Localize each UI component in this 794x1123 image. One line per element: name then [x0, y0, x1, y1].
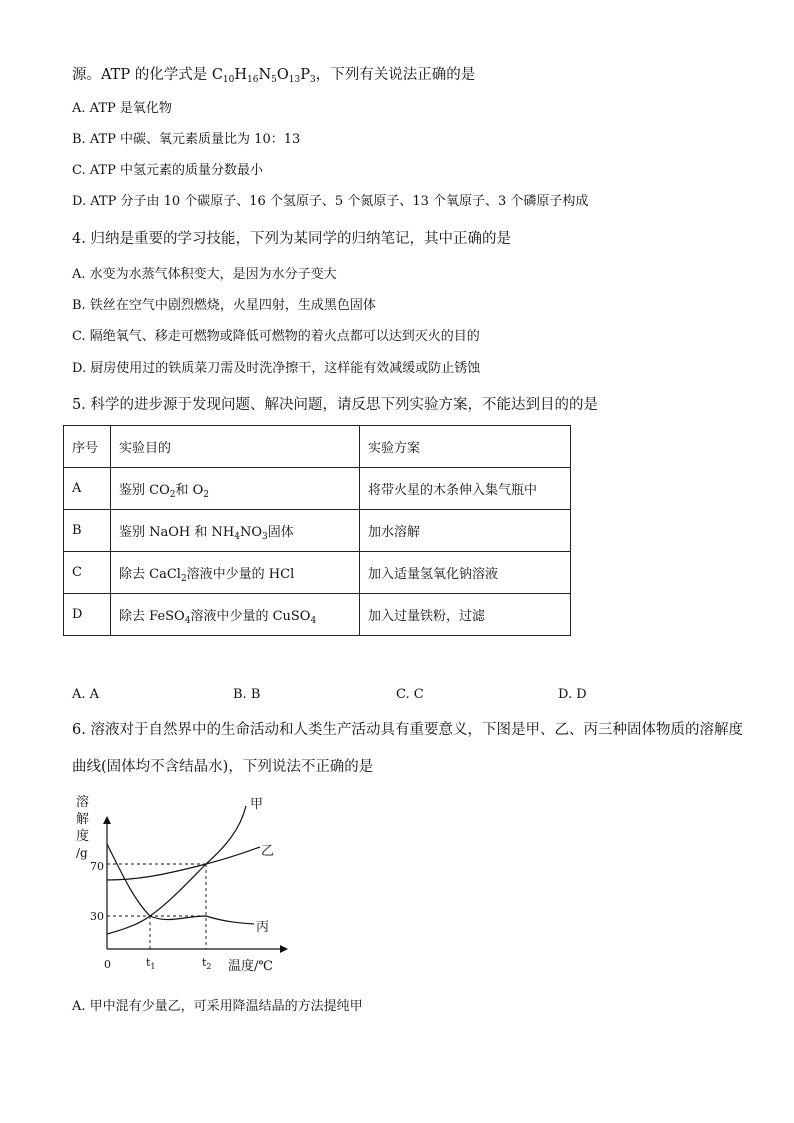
purpose-text: 鉴别 NaOH 和 NH [119, 525, 235, 540]
origin-label: 0 [104, 958, 111, 971]
row-purpose [111, 510, 360, 552]
x-tick-base: t [202, 956, 207, 969]
purpose-sub: 4 [310, 616, 317, 626]
x-tick-label-t1 [146, 956, 156, 971]
purpose-sub: 2 [169, 490, 176, 500]
header-purpose: 实验目的 [111, 426, 360, 468]
purpose-text: 固体 [267, 525, 294, 540]
table-row [64, 468, 571, 510]
purpose-sub: 4 [184, 616, 191, 626]
q3-stem-pre: 源。ATP 的化学式是 C [72, 67, 223, 83]
table-row [64, 510, 571, 552]
q4-stem: 4. 归纳是重要的学习技能，下列为某同学的归纳笔记，其中正确的是 [72, 231, 511, 247]
table-row [64, 552, 571, 594]
q3-option-a: A. ATP 是氧化物 [72, 101, 172, 116]
purpose-text: 鉴别 CO [119, 483, 170, 498]
y-tick-label-70: 70 [90, 860, 104, 873]
purpose-sub: 4 [234, 532, 240, 542]
q3-formula-N: N [258, 67, 272, 83]
row-plan: 加入过量铁粉，过滤 [360, 594, 571, 636]
purpose-sub: 2 [203, 490, 210, 500]
purpose-text: 溶液中少量的 CuSO [190, 609, 311, 624]
x-tick-base: t [146, 956, 151, 969]
x-axis-label: 温度/℃ [228, 959, 273, 974]
q3-formula-10: 10 [222, 75, 235, 85]
series-label-bing: 丙 [256, 920, 270, 935]
x-tick-sub: 1 [150, 962, 156, 971]
header-plan: 实验方案 [360, 426, 571, 468]
curve-jia [107, 806, 246, 934]
y-tick-label-30: 30 [90, 910, 104, 923]
experiment-table [63, 425, 571, 636]
series-label-jia: 甲 [250, 797, 264, 812]
q5-answer-c: C. C [396, 687, 424, 702]
q6-option-a: A. 甲中混有少量乙，可采用降温结晶的方法提纯甲 [72, 999, 363, 1014]
row-plan: 将带火星的木条伸入集气瓶中 [360, 468, 571, 510]
q5-answer-a: A. A [72, 687, 100, 702]
q5-answer-b: B. B [233, 687, 261, 702]
purpose-text: NO [239, 525, 263, 540]
y-axis-label-char: 度 [76, 829, 90, 844]
x-tick-label-t2 [202, 956, 212, 971]
q5-answer-d: D. D [558, 687, 587, 702]
q4-option-a: A. 水变为水蒸气体积变大，是因为水分子变大 [72, 267, 337, 282]
q3-option-d: D. ATP 分子由 10 个碳原子、16 个氢原子、5 个氮原子、13 个氧原子、3 个磷原子构成 [72, 194, 589, 209]
purpose-text: 除去 CaCl [119, 567, 181, 582]
row-id: C [64, 552, 111, 594]
q6-stem-line2: 曲线(固体均不含结晶水)，下列说法不正确的是 [72, 759, 374, 775]
q4-option-d: D. 厨房使用过的铁质菜刀需及时洗净擦干，这样能有效减缓或防止锈蚀 [72, 361, 481, 376]
q3-formula-13: 13 [288, 75, 301, 85]
y-axis-label-char: /g [76, 846, 88, 860]
q3-formula-3: 3 [310, 75, 316, 85]
q5-stem: 5. 科学的进步源于发现问题、解决问题，请反思下列实验方案，不能达到目的的是 [72, 397, 598, 413]
q3-formula-5: 5 [271, 75, 277, 85]
row-id: D [64, 594, 111, 636]
table-row [64, 594, 571, 636]
q3-stem-post: ，下列有关说法正确的是 [315, 67, 476, 83]
row-purpose [111, 594, 360, 636]
q3-option-b: B. ATP 中碳、氧元素质量比为 10：13 [72, 132, 301, 147]
q4-option-c: C. 隔绝氧气、移走可燃物或降低可燃物的着火点都可以达到灭火的目的 [72, 329, 480, 344]
q4-option-b: B. 铁丝在空气中剧烈燃烧，火星四射，生成黑色固体 [72, 298, 376, 313]
purpose-text: 除去 FeSO [119, 609, 185, 624]
y-axis-label-char: 溶 [76, 795, 90, 810]
q3-formula-O: O [276, 67, 289, 83]
curve-yi [107, 847, 260, 880]
q3-stem [72, 67, 475, 88]
x-tick-sub: 2 [206, 962, 212, 971]
q3-option-c: C. ATP 中氢元素的质量分数最小 [72, 163, 263, 178]
header-index: 序号 [64, 426, 111, 468]
table-header-row [64, 426, 571, 468]
row-id: B [64, 510, 111, 552]
row-plan: 加水溶解 [360, 510, 571, 552]
q6-stem-line1: 6. 溶液对于自然界中的生命活动和人类生产活动具有重要意义，下图是甲、乙、丙三种固体物质的溶解度 [72, 722, 743, 738]
q3-formula-H: H [234, 67, 248, 83]
purpose-text: 溶液中少量的 HCl [186, 567, 295, 582]
q3-formula-P: P [300, 67, 311, 83]
row-purpose [111, 468, 360, 510]
row-purpose [111, 552, 360, 594]
solubility-chart [60, 792, 300, 982]
series-label-yi: 乙 [261, 844, 275, 859]
purpose-text: 和 O [175, 483, 204, 498]
purpose-sub: 3 [262, 532, 268, 542]
q3-formula-16: 16 [247, 75, 259, 85]
row-plan: 加入适量氢氧化钠溶液 [360, 552, 571, 594]
row-id: A [64, 468, 111, 510]
purpose-sub: 2 [180, 574, 187, 584]
y-axis-label-char: 解 [76, 812, 90, 827]
